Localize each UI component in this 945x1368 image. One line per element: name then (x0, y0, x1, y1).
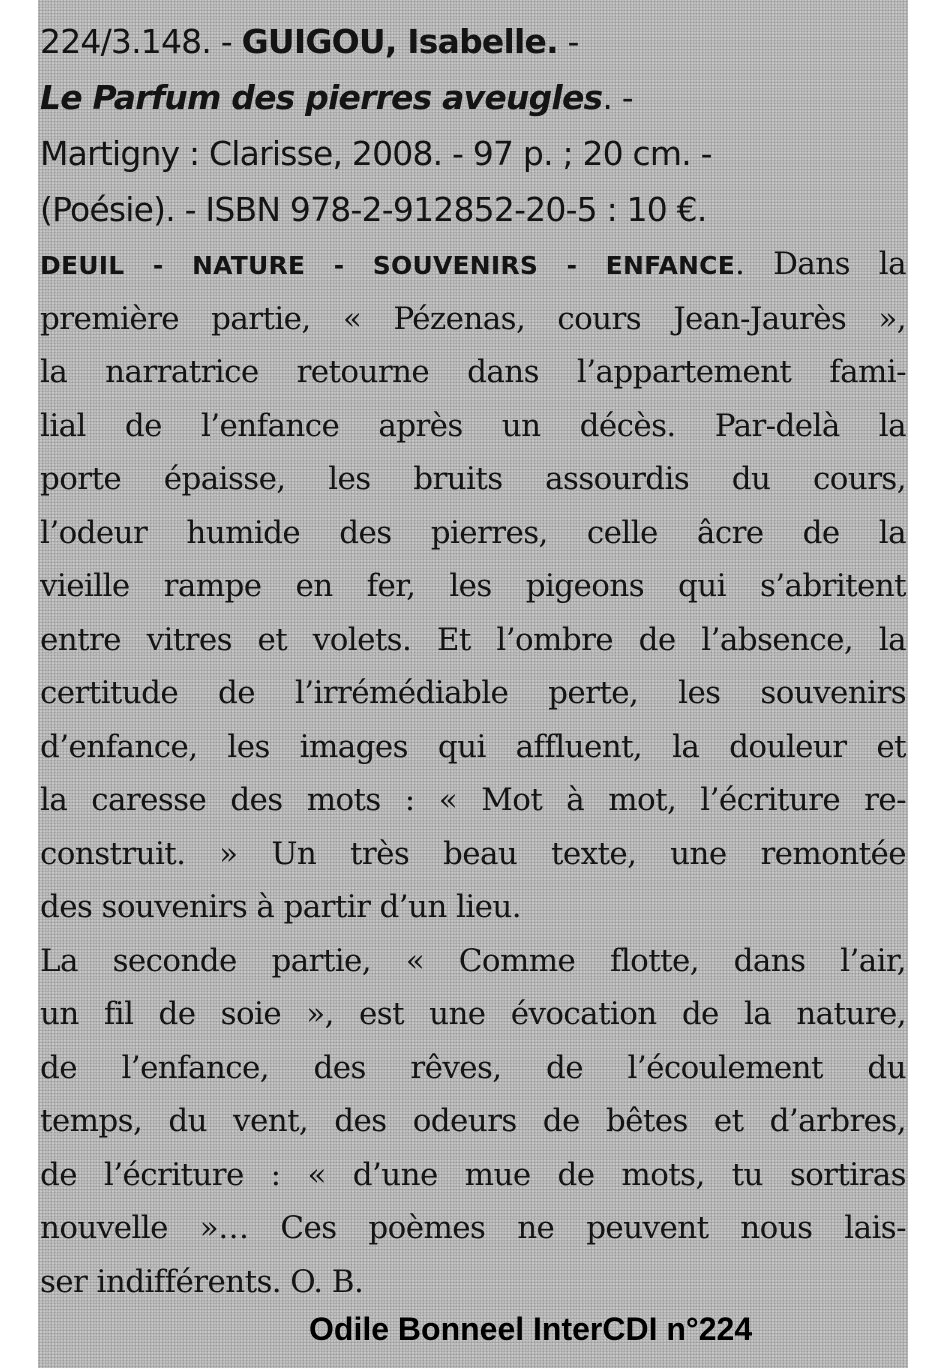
keywords: DEUIL - NATURE - SOUVENIRS - ENFANCE (40, 251, 735, 280)
text-line: temps, du vent, des odeurs de bêtes et d’arbres, (40, 1103, 906, 1139)
text-line: porte épaisse, les bruits assourdis du cours, (40, 461, 906, 497)
text-line: de l’écriture : « d’une mue de mots, tu sortiras (40, 1156, 906, 1193)
text-line: ser indifférents. O. B. (40, 1263, 364, 1300)
text-line: l’odeur humide des pierres, celle âcre de la (40, 514, 906, 551)
text-line: nouvelle »… Ces poèmes ne peuvent nous lais- (40, 1210, 906, 1246)
title-line (40, 70, 906, 126)
text-line: d’enfance, les images qui affluent, la douleur et (40, 728, 906, 765)
text-line: certitude de l’irrémédiable perte, les souvenirs (40, 675, 906, 711)
text-line: un fil de soie », est une évocation de la nature, (40, 996, 906, 1032)
text-line: vieille rampe en fer, les pigeons qui s’abritent (40, 568, 906, 604)
separator: . - (602, 78, 633, 117)
review-entry (40, 14, 906, 1309)
text-line: DEUIL - NATURE - SOUVENIRS - ENFANCE. Dans la (40, 246, 906, 282)
text-line: des souvenirs à partir d’un lieu. (40, 889, 522, 925)
text-line: lial de l’enfance après un décès. Par-delà la (40, 407, 906, 444)
publication-line: Martigny : Clarisse, 2008. - 97 p. ; 20 cm. - (40, 134, 712, 173)
text-line: de l’enfance, des rêves, de l’écoulement du (40, 1049, 906, 1086)
text-line: la caresse des mots : « Mot à mot, l’écriture re- (40, 782, 906, 818)
text-line: la narratrice retourne dans l’appartement fami- (40, 354, 906, 390)
text-line: entre vitres et volets. Et l’ombre de l’absence, la (40, 621, 906, 658)
text-line: La seconde partie, « Comme flotte, dans l’air, (40, 942, 906, 979)
text-line: construit. » Un très beau texte, une remontée (40, 835, 906, 872)
source-signature: Odile Bonneel InterCDI n°224 (309, 1311, 753, 1347)
reference-number: 224/3.148. - (40, 22, 242, 61)
author-name: GUIGOU, Isabelle. (241, 22, 558, 61)
reference-line (40, 14, 906, 70)
review-text (40, 238, 906, 1309)
series-isbn-line: (Poésie). - ISBN 978-2-912852-20-5 : 10 €. (40, 190, 707, 229)
separator: - (557, 22, 579, 61)
text-line: première partie, « Pézenas, cours Jean-Jaurès », (40, 300, 906, 337)
book-title: Le Parfum des pierres aveugles (40, 78, 603, 117)
